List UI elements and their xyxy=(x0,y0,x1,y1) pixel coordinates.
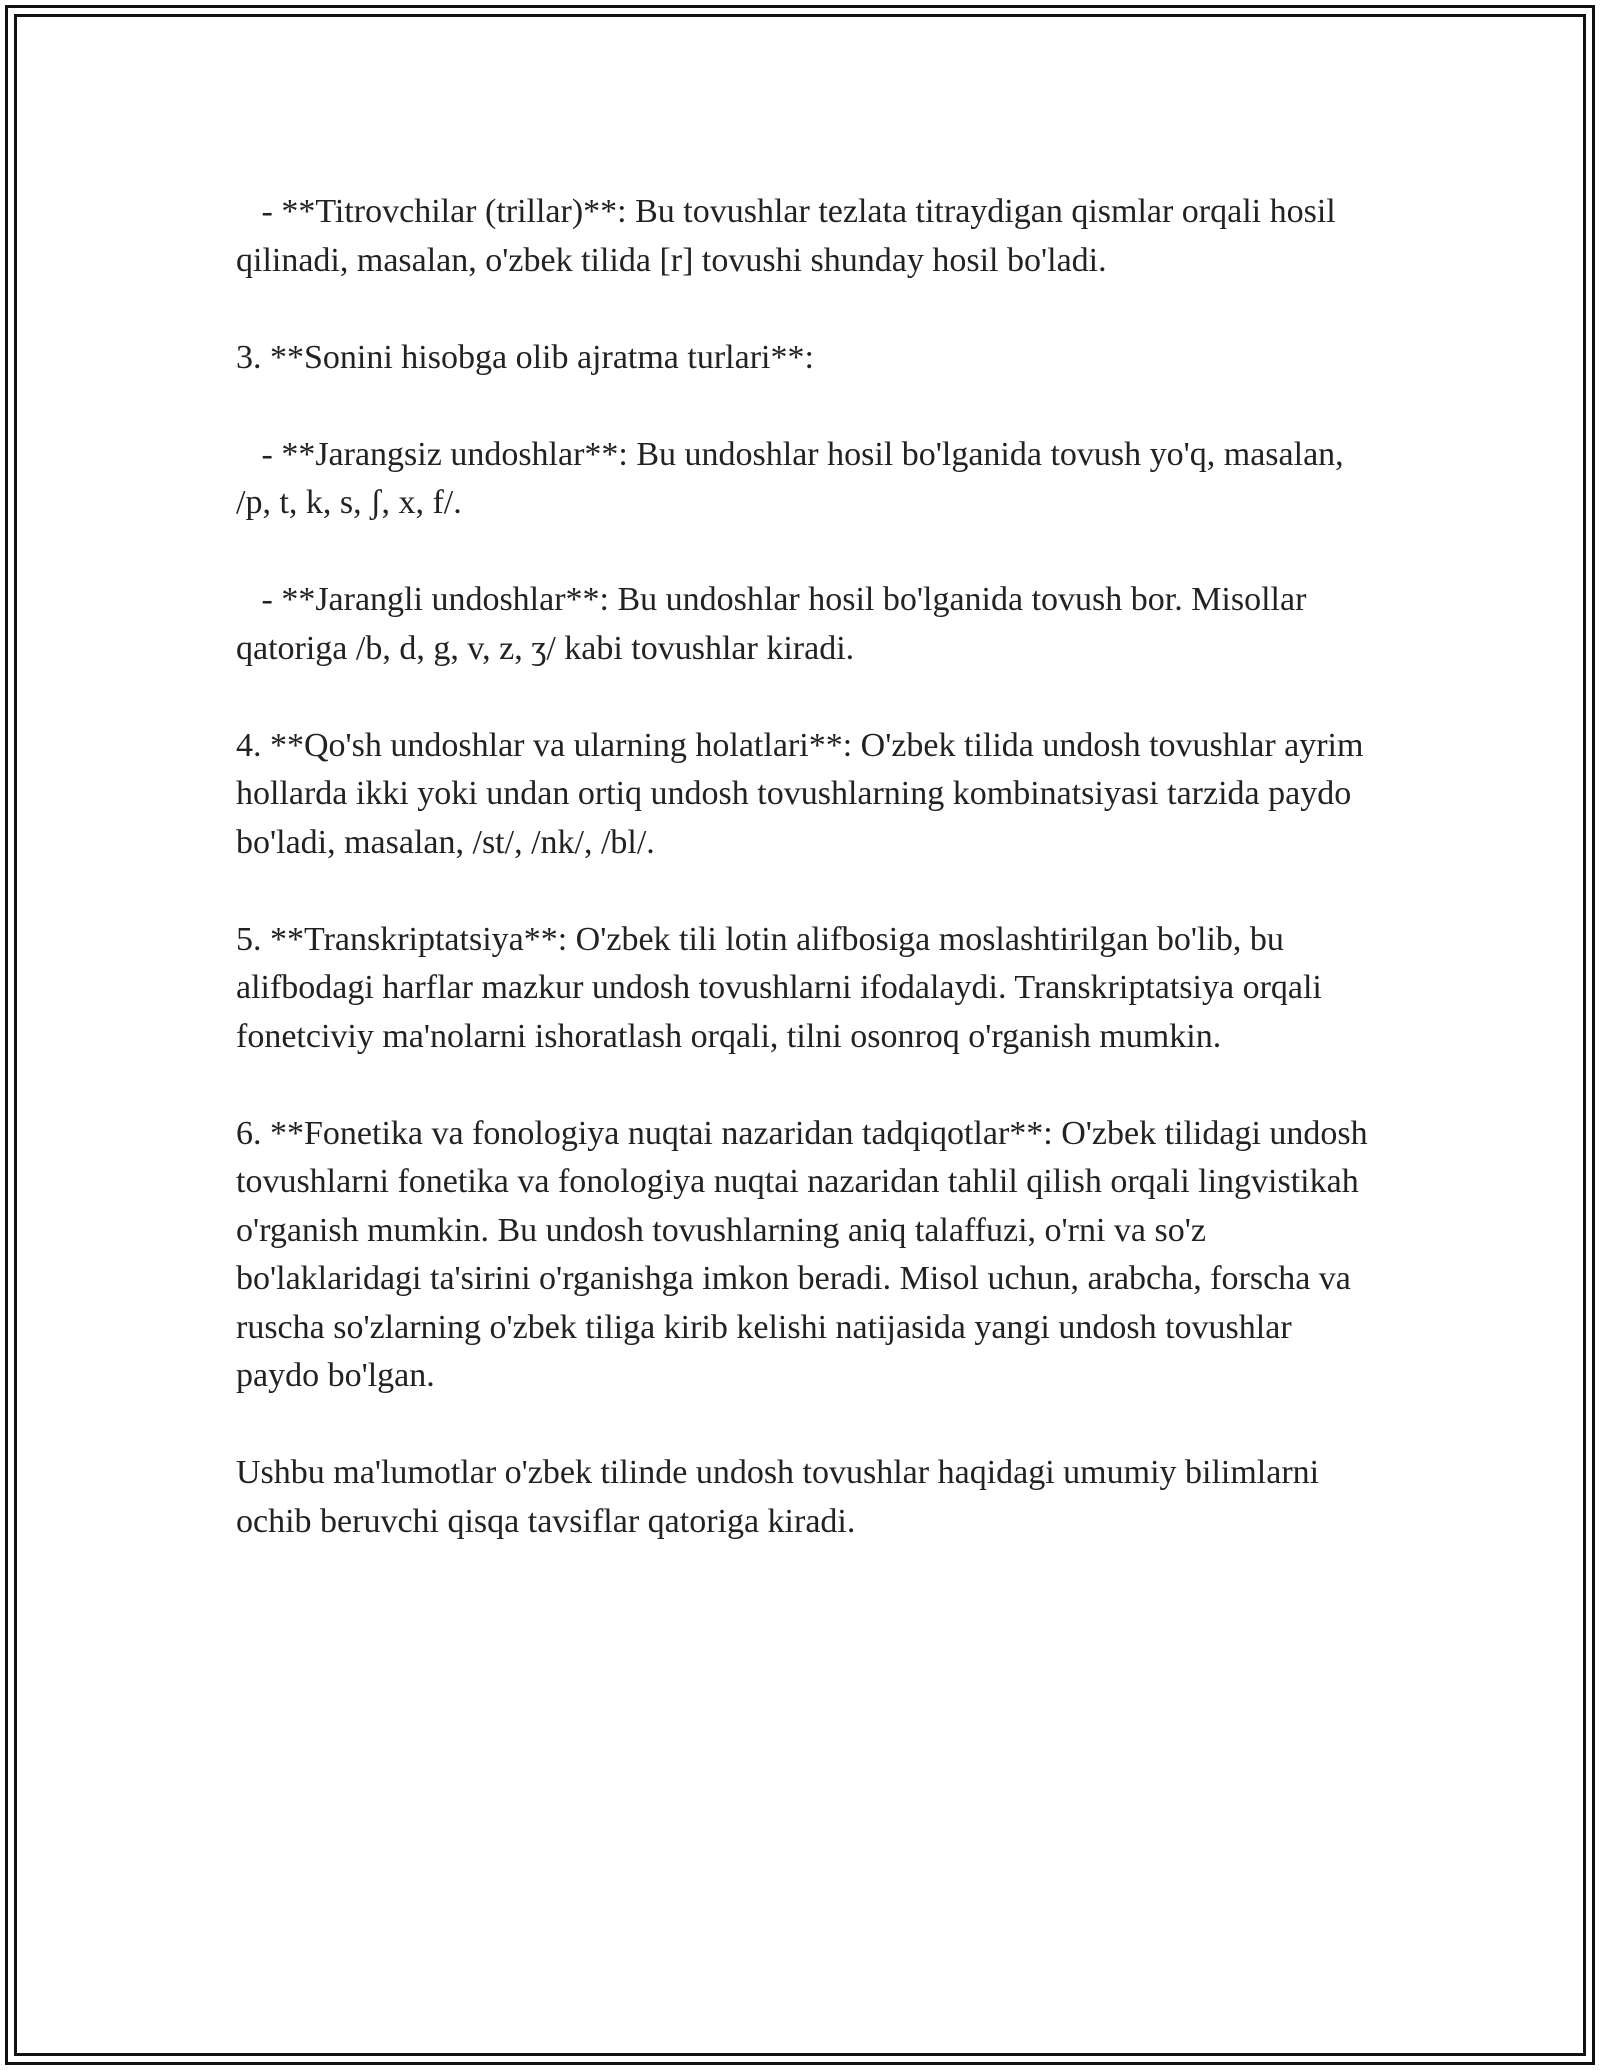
paragraph-voiced-consonants: - **Jarangli undoshlar**: Bu undoshlar hosil bo'lganida tovush bor. Misollar qatoriga /b, d, g, v, z, ʒ/ kabi tovushlar kiradi. xyxy=(236,581,1315,667)
paragraph-section-5-transcription: 5. **Transkriptatsiya**: O'zbek tili lotin alifbosiga moslashtirilgan bo'lib, bu alifbodagi harflar mazkur undosh tovushlarni ifodalaydi. Transkriptatsiya orqali fonetciviy ma'nolarni ishoratlash orqali, tilni osonroq o'rganish mumkin. xyxy=(236,920,1331,1055)
paragraph-section-4-double-consonants: 4. **Qo'sh undoshlar va ularning holatlari**: O'zbek tilida undosh tovushlar ayrim hollarda ikki yoki undan ortiq undosh tovushlarning kombinatsiyasi tarzida paydo bo'ladi, masalan, /st/, /nk/, /bl/. xyxy=(236,726,1372,861)
paragraph-section-6-phonetics-research: 6. **Fonetika va fonologiya nuqtai nazaridan tadqiqotlar**: O'zbek tilidagi undosh tovushlarni fonetika va fonologiya nuqtai nazaridan tahlil qilish orqali lingvistikah o'rganish mumkin. Bu undosh tovushlarning aniq talaffuzi, o'rni va so'z bo'laklaridagi ta'sirini o'rganishga imkon beradi. Misol uchun, arabcha, forscha va ruscha so'zlarning o'zbek tiliga kirib kelishi natijasida yangi undosh tovushlar paydo bo'lgan. xyxy=(236,1114,1377,1394)
paragraph-conclusion: Ushbu ma'lumotlar o'zbek tilinde undosh tovushlar haqidagi umumiy bilimlarni ochib beruvchi qisqa tavsiflar qatoriga kiradi. xyxy=(236,1454,1328,1540)
document-body xyxy=(236,188,1376,1595)
paragraph-section-3-heading: 3. **Sonini hisobga olib ajratma turlari**: xyxy=(236,338,814,376)
paragraph-voiceless-consonants: - **Jarangsiz undoshlar**: Bu undoshlar hosil bo'lganida tovush yo'q, masalan, /p, t, k, s, ʃ, x, f/. xyxy=(236,435,1353,521)
paragraph-trills: - **Titrovchilar (trillar)**: Bu tovushlar tezlata titraydigan qismlar orqali hosil qilinadi, masalan, o'zbek tilida [r] tovushi shunday hosil bo'ladi. xyxy=(236,193,1345,279)
